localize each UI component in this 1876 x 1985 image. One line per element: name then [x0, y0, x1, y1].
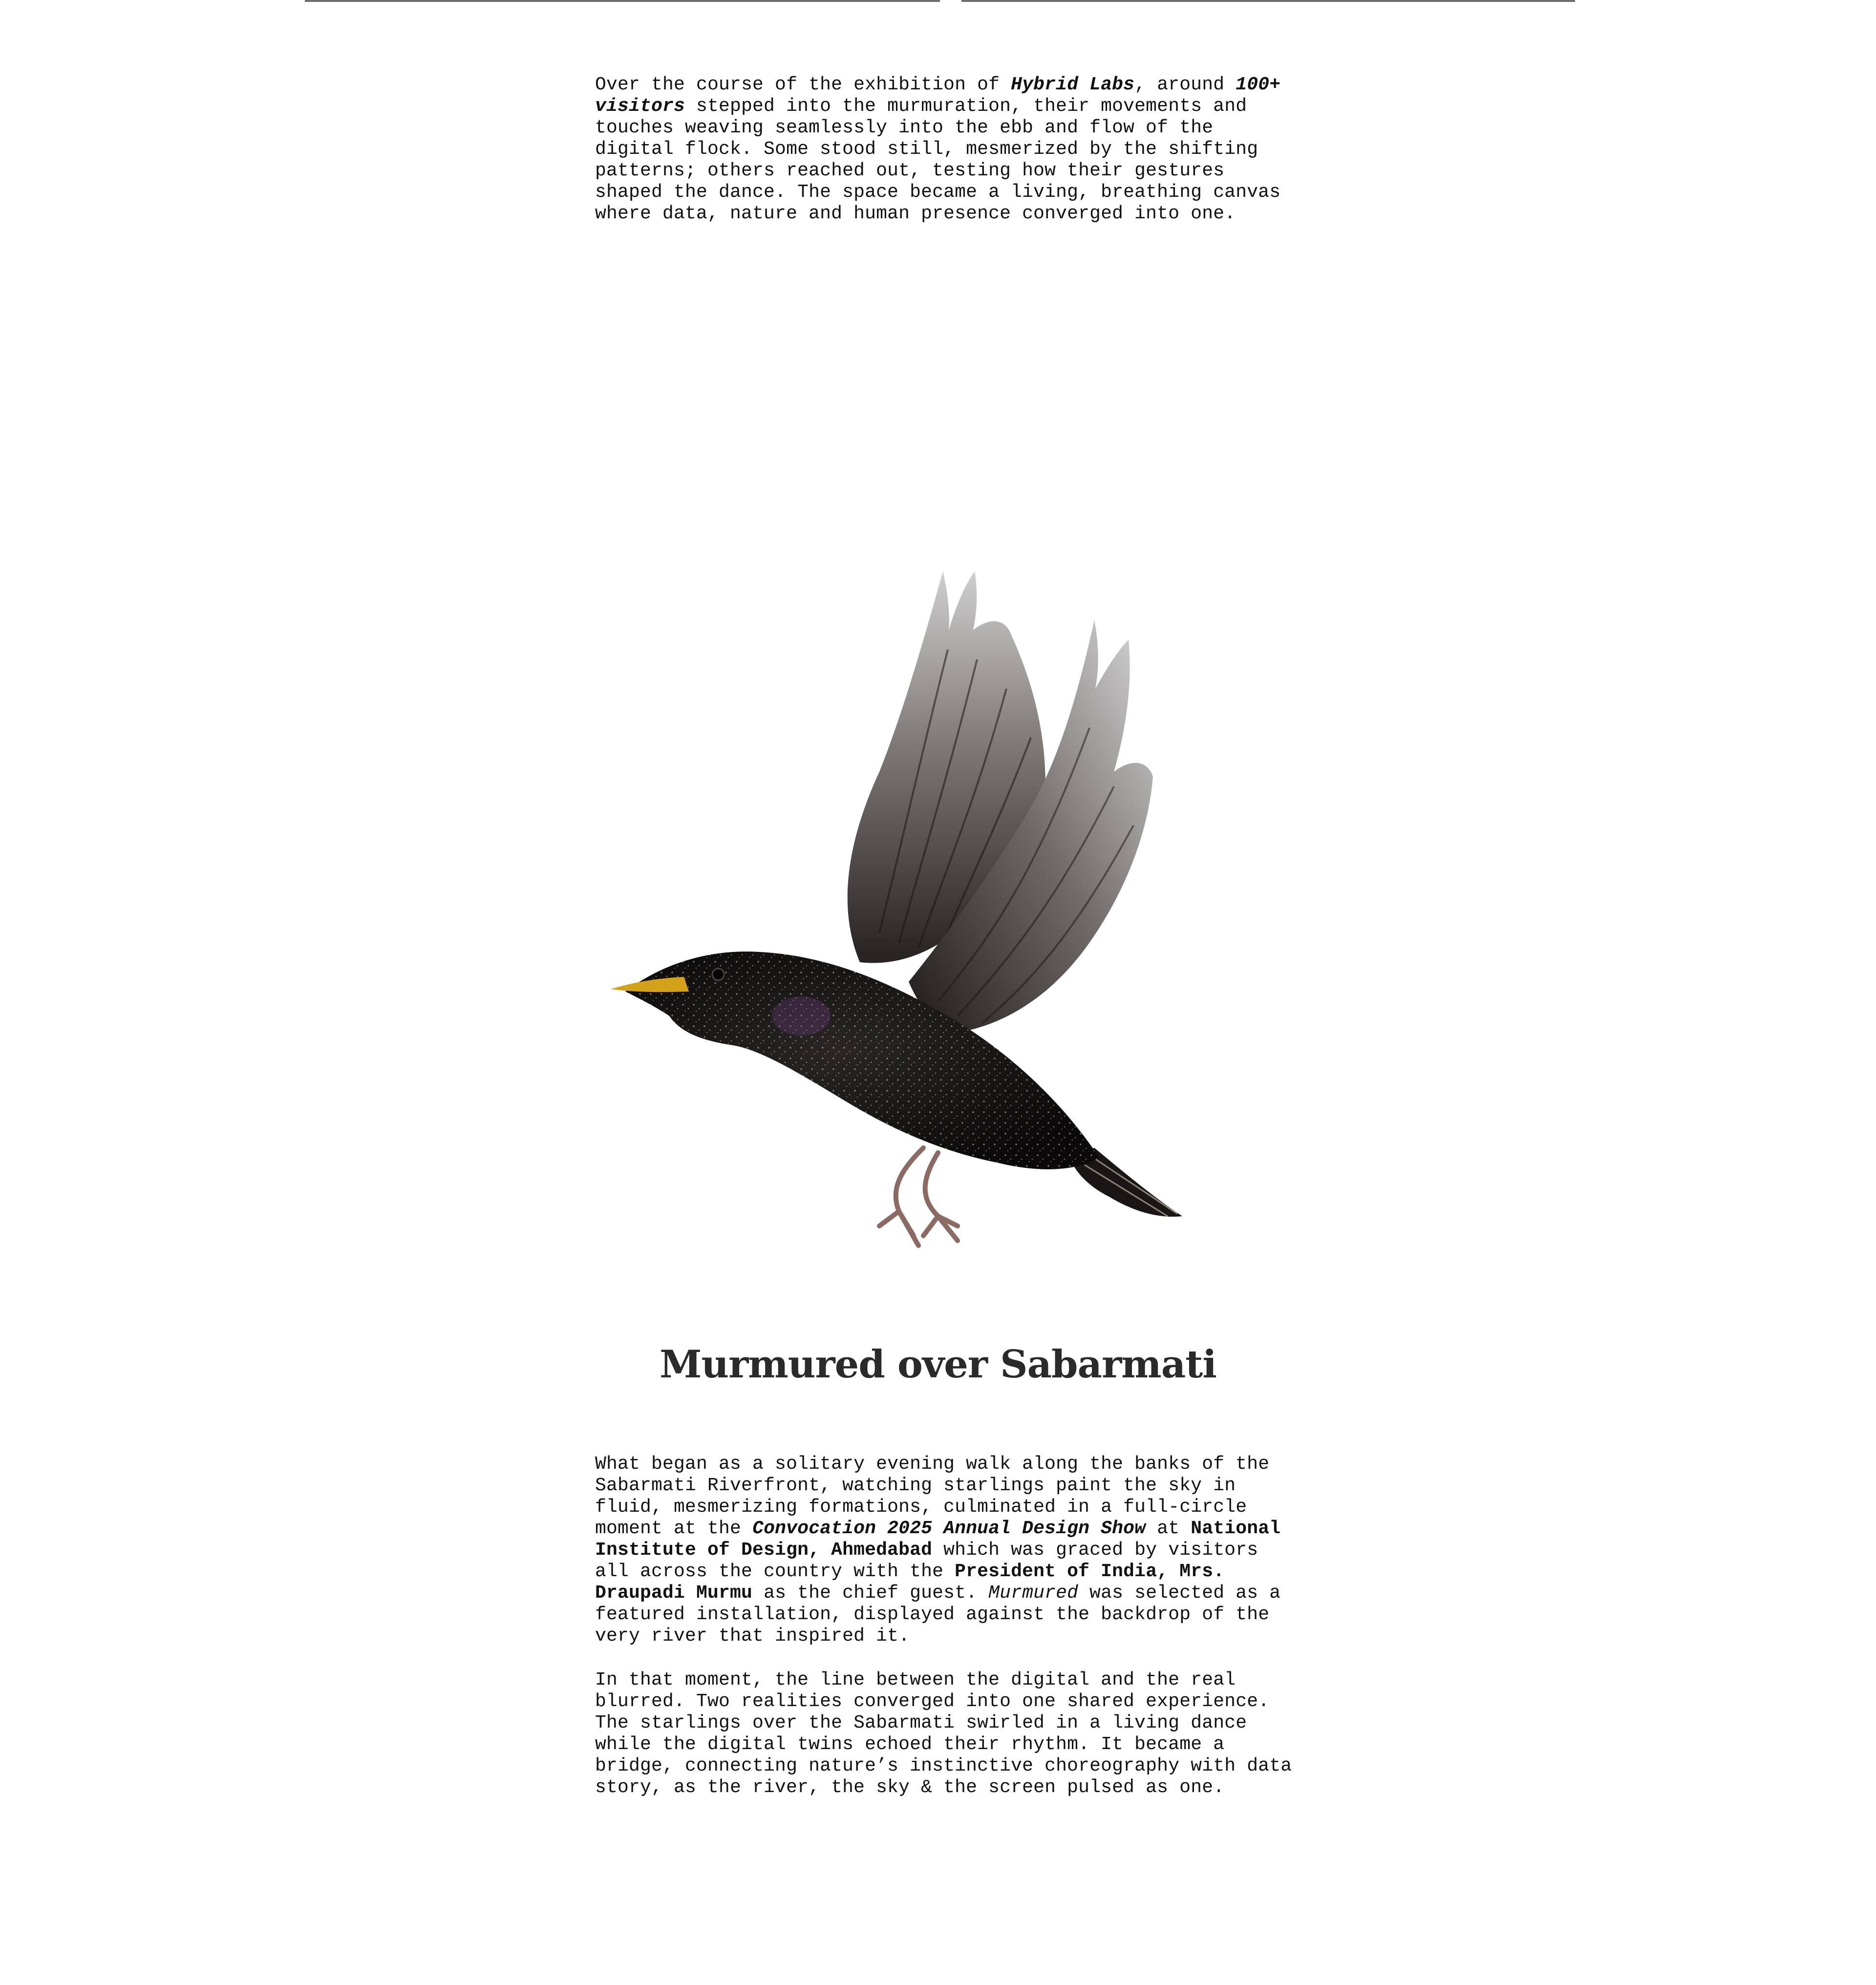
visitors-emphasis: 100+ visitors — [595, 74, 1281, 117]
legs — [879, 1148, 958, 1246]
story-paragraph-1 — [595, 1454, 1299, 1647]
top-image-edge-right — [961, 0, 1575, 2]
story-text-2: at — [1146, 1518, 1191, 1539]
intro-text-2: , around — [1134, 74, 1236, 95]
story-text-1: What began as a solitary evening walk along the banks of the Sabarmati Riverfront, watching starlings paint the sky in fluid, mesmerizing formations, culminated in a full-circle moment at the — [595, 1454, 1270, 1539]
intro-paragraph — [595, 74, 1299, 225]
section-title: Murmured over Sabarmati — [660, 1342, 1216, 1387]
convocation-emphasis: Convocation 2025 Annual Design Show — [752, 1518, 1146, 1539]
starling-bird-illustration — [606, 562, 1212, 1275]
president-emphasis: President of India, Mrs. Draupadi Murmu — [595, 1561, 1225, 1604]
story-text-4: as the chief guest. — [752, 1583, 989, 1604]
story-text-3: which was graced by visitors all across the country with the — [595, 1540, 1258, 1582]
story-text-6: In that moment, the line between the digital and the real blurred. Two realities converged into one shared experience. The starlings over the Sabarmati swirled in a living dance while the digital twins echoed their rhythm. It became a bridge, connecting nature’s instinctive choreography with data story, as the river, the sky & the screen pulsed as one. — [595, 1669, 1292, 1798]
eye — [712, 969, 724, 980]
story-paragraph-2 — [595, 1669, 1299, 1798]
intro-text-1: Over the course of the exhibition of — [595, 74, 1011, 95]
top-image-edge-left — [305, 0, 940, 2]
intro-text-3: stepped into the murmuration, their movements and touches weaving seamlessly into the ebb and flow of the digital flock. Some stood still, mesmerized by the shifting patterns; others reached out, testing how their gestures shaped the dance. The space became a living, breathing canvas where data, nature and human presence converged into one. — [595, 96, 1281, 224]
story-text-5: was selected as a featured installation, displayed against the backdrop of the very river that inspired it. — [595, 1583, 1281, 1647]
nid-emphasis: National Institute of Design, Ahmedabad — [595, 1518, 1281, 1561]
hybrid-labs-emphasis: Hybrid Labs — [1011, 74, 1135, 95]
murmured-emphasis: Murmured — [988, 1583, 1079, 1604]
